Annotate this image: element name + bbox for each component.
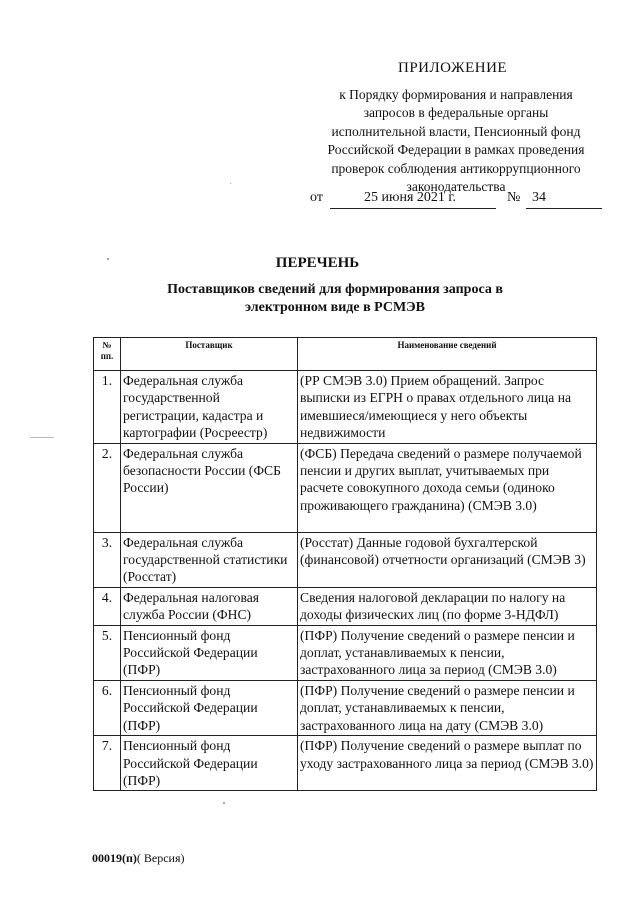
scan-speck — [107, 258, 109, 260]
appendix-line: проверок соблюдения антикоррупционного — [331, 160, 581, 176]
list-subtitle-line: Поставщиков сведений для формирования запроса в — [167, 282, 503, 297]
header-num: № пп. — [94, 338, 121, 371]
row-supplier: Федеральная служба безопасности России (ФСБ России) — [121, 443, 298, 532]
row-num: 4. — [94, 587, 121, 625]
appendix-line: Российской Федерации в рамках проведения — [327, 142, 585, 158]
row-info: (РР СМЭВ 3.0) Прием обращений. Запрос выписки из ЕГРН о правах отдельного лица на имевшиеся/имеющиеся у него объекты недвижимости — [298, 371, 597, 444]
document-number: 34 — [532, 190, 546, 205]
row-info: (Росстат) Данные годовой бухгалтерской (финансовой) отчетности организаций (СМЭВ 3) — [298, 532, 597, 587]
table-header-row — [94, 338, 597, 371]
scan-speck — [230, 183, 231, 184]
table-row — [94, 371, 597, 444]
row-info: Сведения налоговой декларации по налогу на доходы физических лиц (по форме 3-НДФЛ) — [298, 587, 597, 625]
appendix-line: к Порядку формирования и направления — [339, 87, 573, 102]
row-info: (ПФР) Получение сведений о размере пенсии и доплат, устанавливаемых к пенсии, застрахованного лица на дату (СМЭВ 3.0) — [298, 680, 597, 735]
footer-version: ( Версия) — [136, 851, 185, 865]
list-subtitle-line: электронном виде в РСМЭВ — [244, 300, 426, 315]
scan-speck — [30, 437, 54, 438]
row-supplier: Пенсионный фонд Российской Федерации (ПФР) — [121, 680, 298, 735]
scan-speck — [223, 802, 225, 804]
row-num: 5. — [94, 625, 121, 680]
list-title: ПЕРЕЧЕНЬ — [275, 255, 360, 271]
row-num: 7. — [94, 736, 121, 791]
table-row — [94, 736, 597, 791]
row-num: 6. — [94, 680, 121, 735]
row-supplier: Пенсионный фонд Российской Федерации (ПФР) — [121, 625, 298, 680]
appendix-description — [296, 86, 616, 196]
table-row — [94, 680, 597, 735]
table-row — [94, 587, 597, 625]
row-num: 2. — [94, 443, 121, 532]
row-supplier: Федеральная налоговая служба России (ФНС) — [121, 587, 298, 625]
row-info: (ПФР) Получение сведений о размере выплат по уходу застрахованного лица за период (СМЭВ 3.0) — [298, 736, 597, 791]
header-supplier: Поставщик — [121, 338, 298, 371]
table-row — [94, 443, 597, 532]
suppliers-table — [93, 337, 597, 791]
row-supplier: Федеральная служба государственной регистрации, кадастра и картографии (Росреестр) — [121, 371, 298, 444]
document-date-number — [310, 190, 610, 210]
table-row — [94, 532, 597, 587]
appendix-line: исполнительной власти, Пенсионный фонд — [331, 123, 581, 139]
appendix-line: запросов в федеральные органы — [363, 105, 549, 121]
from-label: от — [310, 190, 323, 205]
footer-code: 00019(п) — [92, 851, 137, 865]
list-subtitle — [0, 281, 635, 317]
number-label: № — [507, 190, 521, 205]
row-num: 1. — [94, 371, 121, 444]
document-footer — [92, 851, 185, 866]
appendix-line: законодательства — [406, 179, 506, 195]
appendix-title: ПРИЛОЖЕНИЕ — [398, 60, 508, 76]
document-date: 25 июня 2021 г. — [364, 190, 457, 205]
header-info: Наименование сведений — [298, 338, 597, 371]
row-info: (ПФР) Получение сведений о размере пенсии и доплат, устанавливаемых к пенсии, застрахованного лица за период (СМЭВ 3.0) — [298, 625, 597, 680]
row-num: 3. — [94, 532, 121, 587]
row-supplier: Федеральная служба государственной статистики (Росстат) — [121, 532, 298, 587]
table-row — [94, 625, 597, 680]
row-supplier: Пенсионный фонд Российской Федерации (ПФР) — [121, 736, 298, 791]
row-info: (ФСБ) Передача сведений о размере получаемой пенсии и других выплат, учитываемых при расчете совокупного дохода семьи (одиноко проживающего гражданина) (СМЭВ 3.0) — [298, 443, 597, 532]
